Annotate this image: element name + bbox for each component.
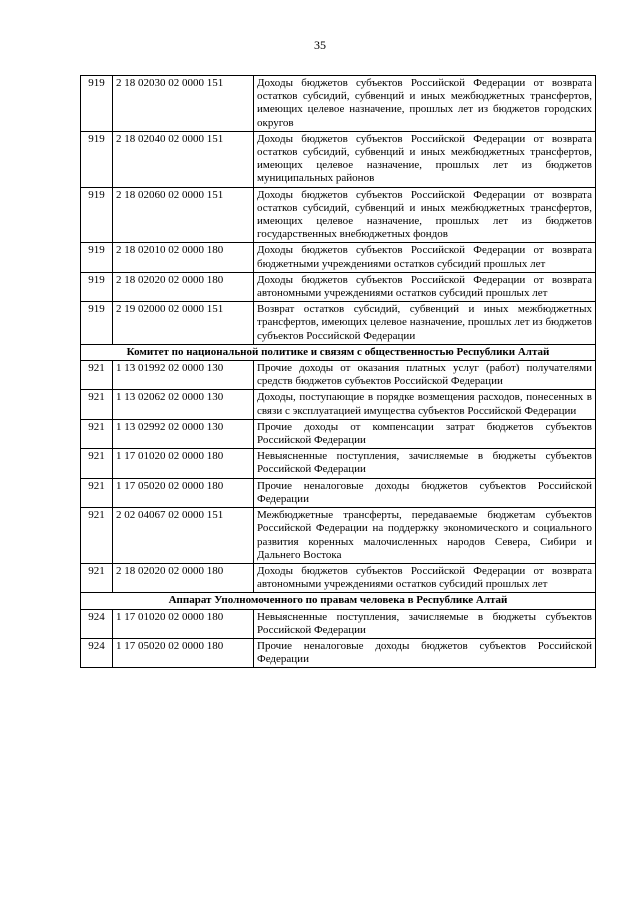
budget-classification-code-cell: 2 18 02040 02 0000 151 <box>113 131 254 187</box>
budget-classification-code-cell: 2 18 02020 02 0000 180 <box>113 563 254 592</box>
admin-code-cell: 919 <box>81 302 113 345</box>
table-row <box>81 272 596 301</box>
section-title: Комитет по национальной политике и связям с общественностью Республики Алтай <box>81 344 596 360</box>
budget-classification-code-cell: 1 17 01020 02 0000 180 <box>113 449 254 478</box>
section-header-row <box>81 593 596 609</box>
budget-classification-code-cell: 1 13 02062 02 0000 130 <box>113 390 254 419</box>
budget-classification-code-cell: 2 18 02030 02 0000 151 <box>113 76 254 132</box>
revenue-name-cell: Межбюджетные трансферты, передаваемые бюджетам субъектов Российской Федерации на поддержку экономического и социального развития коренных малочисленных народов Севера, Сибири и Дальнего Востока <box>254 508 596 564</box>
admin-code-cell: 919 <box>81 76 113 132</box>
table-row <box>81 390 596 419</box>
admin-code-cell: 921 <box>81 478 113 507</box>
admin-code-cell: 921 <box>81 508 113 564</box>
table-row <box>81 609 596 638</box>
admin-code-cell: 919 <box>81 131 113 187</box>
budget-classification-code-cell: 2 02 04067 02 0000 151 <box>113 508 254 564</box>
admin-code-cell: 924 <box>81 638 113 667</box>
budget-classification-code-cell: 1 13 02992 02 0000 130 <box>113 419 254 448</box>
revenue-name-cell: Возврат остатков субсидий, субвенций и иных межбюджетных трансфертов, имеющих целевое назначение, прошлых лет из бюджетов субъектов Российской Федерации <box>254 302 596 345</box>
revenue-name-cell: Прочие доходы от компенсации затрат бюджетов субъектов Российской Федерации <box>254 419 596 448</box>
table-row <box>81 449 596 478</box>
admin-code-cell: 921 <box>81 361 113 390</box>
table-row <box>81 302 596 345</box>
admin-code-cell: 919 <box>81 272 113 301</box>
revenue-name-cell: Доходы бюджетов субъектов Российской Федерации от возврата автономными учреждениями остатков субсидий прошлых лет <box>254 272 596 301</box>
table-row <box>81 419 596 448</box>
revenue-name-cell: Доходы бюджетов субъектов Российской Федерации от возврата остатков субсидий, субвенций и иных межбюджетных трансфертов, имеющих целевое назначение, прошлых лет из бюджетов городских округов <box>254 76 596 132</box>
revenue-name-cell: Доходы бюджетов субъектов Российской Федерации от возврата бюджетными учреждениями остатков субсидий прошлых лет <box>254 243 596 272</box>
budget-classification-code-cell: 1 17 05020 02 0000 180 <box>113 638 254 667</box>
table-row <box>81 361 596 390</box>
revenue-codes-table <box>80 75 596 668</box>
table-row <box>81 187 596 243</box>
table-row <box>81 563 596 592</box>
table-row <box>81 131 596 187</box>
budget-classification-code-cell: 1 17 01020 02 0000 180 <box>113 609 254 638</box>
table-row <box>81 76 596 132</box>
table-row <box>81 243 596 272</box>
admin-code-cell: 919 <box>81 187 113 243</box>
table-row <box>81 638 596 667</box>
admin-code-cell: 921 <box>81 419 113 448</box>
revenue-name-cell: Прочие неналоговые доходы бюджетов субъектов Российской Федерации <box>254 638 596 667</box>
budget-classification-code-cell: 1 17 05020 02 0000 180 <box>113 478 254 507</box>
revenue-name-cell: Прочие доходы от оказания платных услуг (работ) получателями средств бюджетов субъектов Российской Федерации <box>254 361 596 390</box>
revenue-name-cell: Невыясненные поступления, зачисляемые в бюджеты субъектов Российской Федерации <box>254 449 596 478</box>
budget-classification-code-cell: 1 13 01992 02 0000 130 <box>113 361 254 390</box>
section-header-row <box>81 344 596 360</box>
revenue-name-cell: Невыясненные поступления, зачисляемые в бюджеты субъектов Российской Федерации <box>254 609 596 638</box>
budget-classification-code-cell: 2 18 02020 02 0000 180 <box>113 272 254 301</box>
table-row <box>81 508 596 564</box>
admin-code-cell: 924 <box>81 609 113 638</box>
budget-classification-code-cell: 2 18 02010 02 0000 180 <box>113 243 254 272</box>
admin-code-cell: 921 <box>81 563 113 592</box>
admin-code-cell: 919 <box>81 243 113 272</box>
revenue-name-cell: Доходы бюджетов субъектов Российской Федерации от возврата автономными учреждениями остатков субсидий прошлых лет <box>254 563 596 592</box>
page-number: 35 <box>314 38 326 52</box>
table-row <box>81 478 596 507</box>
budget-classification-code-cell: 2 19 02000 02 0000 151 <box>113 302 254 345</box>
revenue-name-cell: Доходы бюджетов субъектов Российской Федерации от возврата остатков субсидий, субвенций и иных межбюджетных трансфертов, имеющих целевое назначение, прошлых лет из бюджетов государственных внебюджетных фондов <box>254 187 596 243</box>
revenue-name-cell: Доходы бюджетов субъектов Российской Федерации от возврата остатков субсидий, субвенций и иных межбюджетных трансфертов, имеющих целевое назначение, прошлых лет из бюджетов муниципальных районов <box>254 131 596 187</box>
admin-code-cell: 921 <box>81 449 113 478</box>
admin-code-cell: 921 <box>81 390 113 419</box>
revenue-name-cell: Доходы, поступающие в порядке возмещения расходов, понесенных в связи с эксплуатацией имущества субъектов Российской Федерации <box>254 390 596 419</box>
section-title: Аппарат Уполномоченного по правам человека в Республике Алтай <box>81 593 596 609</box>
budget-classification-code-cell: 2 18 02060 02 0000 151 <box>113 187 254 243</box>
revenue-name-cell: Прочие неналоговые доходы бюджетов субъектов Российской Федерации <box>254 478 596 507</box>
